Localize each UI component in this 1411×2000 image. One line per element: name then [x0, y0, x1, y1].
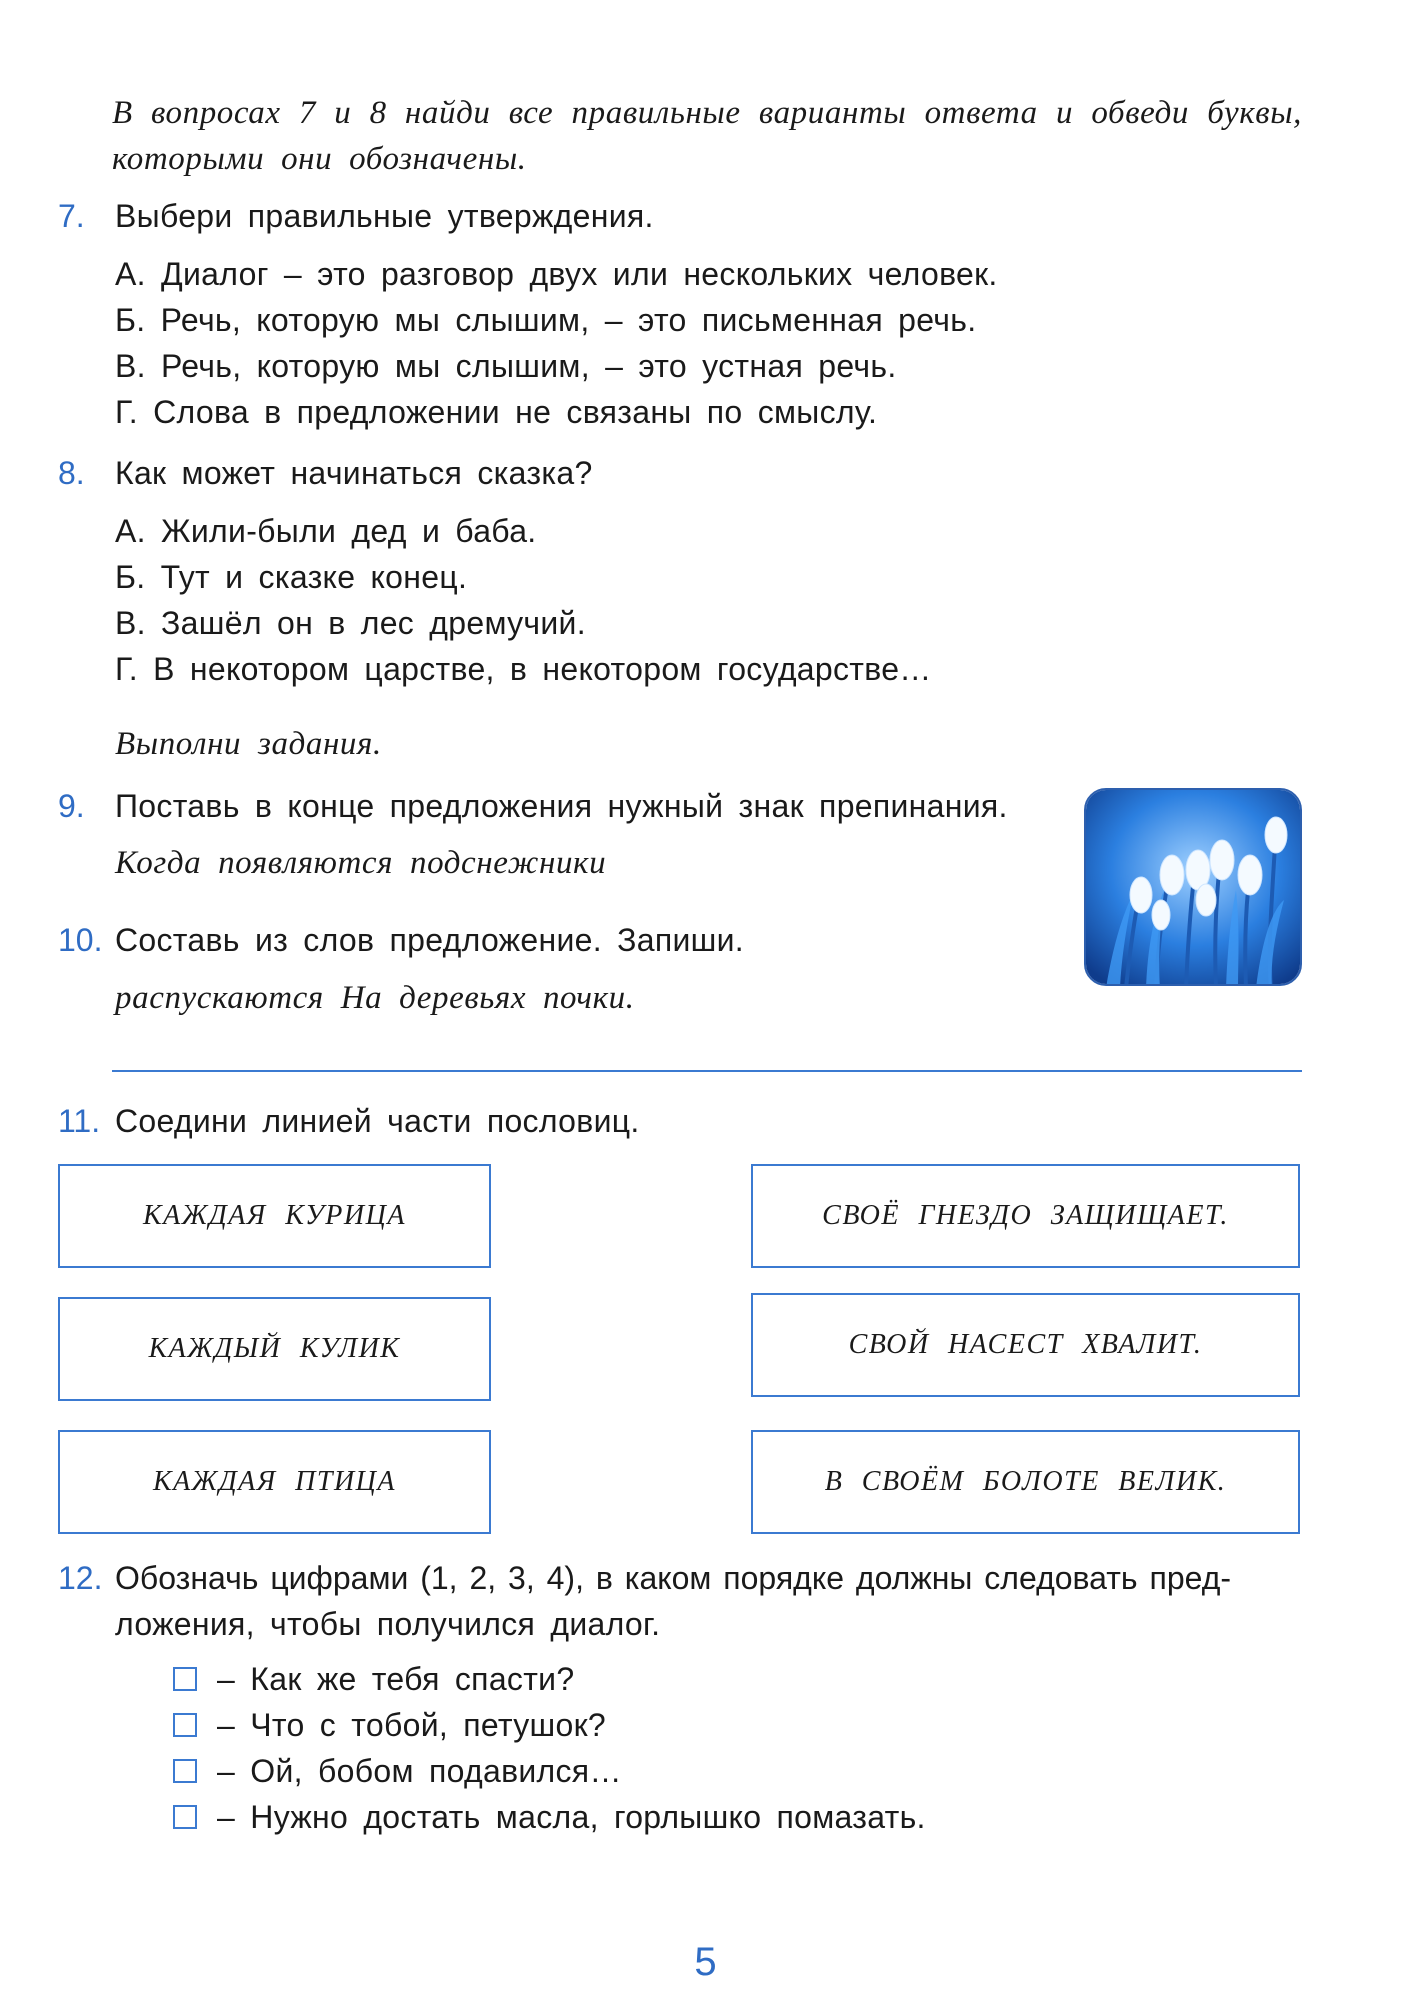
order-checkbox-4[interactable]	[173, 1805, 197, 1829]
question-11-text: Соедини линией части пословиц.	[115, 1103, 640, 1139]
question-7-option-g[interactable]: Г. Слова в предложении не связаны по смыслу.	[115, 394, 878, 430]
snowdrops-illustration	[1086, 790, 1302, 986]
question-8-option-a[interactable]: А. Жили-были дед и баба.	[115, 513, 537, 549]
question-8-number: 8.	[58, 455, 85, 491]
dialog-line-3: – Ой, бобом подавился…	[217, 1753, 622, 1789]
question-7-option-a[interactable]: А. Диалог – это разговор двух или нескольких человек.	[115, 256, 998, 292]
order-checkbox-2[interactable]	[173, 1713, 197, 1737]
answer-write-line[interactable]	[112, 1070, 1302, 1072]
page-number: 5	[694, 1940, 717, 1984]
order-checkbox-3[interactable]	[173, 1759, 197, 1783]
dialog-line-4: – Нужно достать масла, горлышко помазать.	[217, 1799, 926, 1835]
question-7-number: 7.	[58, 198, 85, 234]
question-7-option-v[interactable]: В. Речь, которую мы слышим, – это устная речь.	[115, 348, 897, 384]
question-9-text: Поставь в конце предложения нужный знак препинания.	[115, 788, 1008, 824]
question-12-text-line2: ложения, чтобы получился диалог.	[115, 1606, 661, 1642]
proverb-right-box-2[interactable]: СВОЙ НАСЕСТ ХВАЛИТ.	[751, 1293, 1300, 1397]
question-7-text: Выбери правильные утверждения.	[115, 198, 654, 234]
question-8-text: Как может начинаться сказка?	[115, 455, 593, 491]
question-11-number: 11.	[58, 1103, 101, 1139]
question-10-text: Составь из слов предложение. Запиши.	[115, 922, 744, 958]
proverb-right-box-1[interactable]: СВОЁ ГНЕЗДО ЗАЩИЩАЕТ.	[751, 1164, 1300, 1268]
question-10-number: 10.	[58, 922, 103, 958]
question-9-number: 9.	[58, 788, 85, 824]
question-8-option-g[interactable]: Г. В некотором царстве, в некотором государстве…	[115, 651, 932, 687]
dialog-line-1: – Как же тебя спасти?	[217, 1661, 575, 1697]
question-9-sentence: Когда появляются подснежники	[115, 845, 607, 881]
tasks-heading: Выполни задания.	[115, 726, 382, 762]
question-8-option-v[interactable]: В. Зашёл он в лес дремучий.	[115, 605, 586, 641]
proverb-left-box-1[interactable]: КАЖДАЯ КУРИЦА	[58, 1164, 491, 1268]
proverb-left-box-3[interactable]: КАЖДАЯ ПТИЦА	[58, 1430, 491, 1534]
instructions-intro: В вопросах 7 и 8 найди все правильные варианты ответа и обведи буквы, которыми они обозначены.	[112, 95, 1302, 177]
question-12-number: 12.	[58, 1560, 103, 1596]
proverb-right-box-3[interactable]: В СВОЁМ БОЛОТЕ ВЕЛИК.	[751, 1430, 1300, 1534]
dialog-line-2: – Что с тобой, петушок?	[217, 1707, 607, 1743]
question-7-option-b[interactable]: Б. Речь, которую мы слышим, – это письменная речь.	[115, 302, 977, 338]
question-10-words: распускаются На деревьях почки.	[115, 980, 635, 1016]
question-8-option-b[interactable]: Б. Тут и сказке конец.	[115, 559, 468, 595]
question-12-text-line1: Обозначь цифрами (1, 2, 3, 4), в каком порядке должны следовать пред-	[115, 1560, 1232, 1596]
order-checkbox-1[interactable]	[173, 1667, 197, 1691]
proverb-left-box-2[interactable]: КАЖДЫЙ КУЛИК	[58, 1297, 491, 1401]
snowdrops-photo	[1084, 788, 1302, 986]
